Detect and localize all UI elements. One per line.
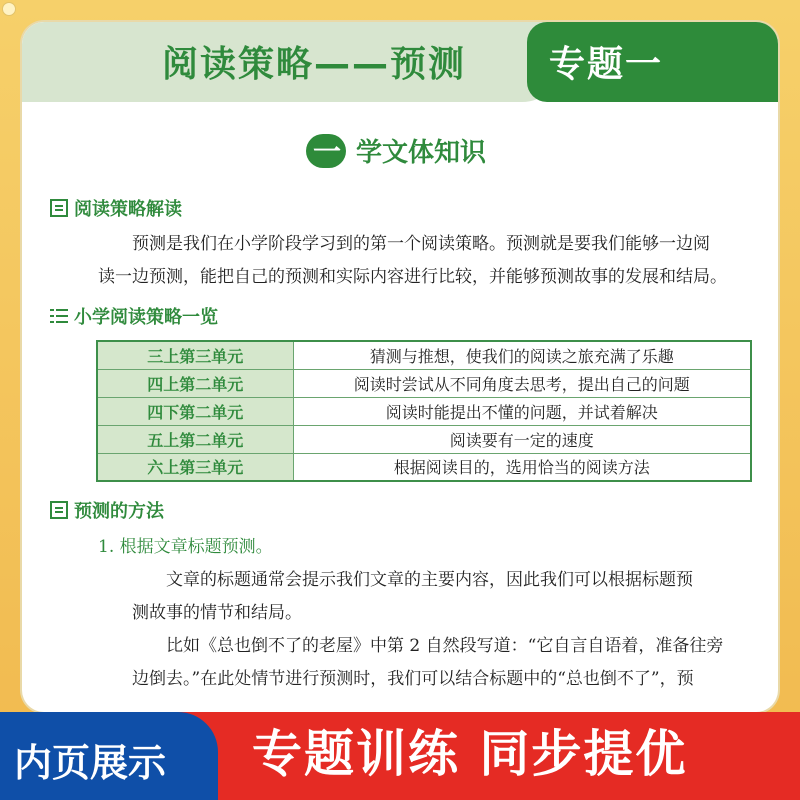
interpretation-heading <box>50 196 182 220</box>
table-row <box>97 397 751 425</box>
topic-tag-band <box>527 22 778 102</box>
inner-page-badge <box>0 712 218 800</box>
interpretation-paragraph <box>80 228 760 294</box>
badge-text: 内页展示 <box>14 741 167 785</box>
page-title: 阅读策略——预测 <box>162 44 467 85</box>
desc-cell: 阅读要有一定的速度 <box>293 425 751 453</box>
paragraph-line: 文章的标题通常会提示我们文章的主要内容，因此我们可以根据标题预 <box>166 570 693 590</box>
checklist-icon <box>50 501 68 519</box>
unit-cell: 五上第二单元 <box>97 425 293 453</box>
document-page <box>22 22 778 712</box>
document-icon <box>50 199 68 217</box>
section-number: 一 <box>313 135 342 168</box>
desc-cell: 阅读时尝试从不同角度去思考，提出自己的问题 <box>293 369 751 397</box>
overview-heading <box>50 304 218 328</box>
desc-cell: 阅读时能提出不懂的问题，并试着解决 <box>293 397 751 425</box>
table-row <box>97 425 751 453</box>
interpretation-heading-text: 阅读策略解读 <box>74 199 182 220</box>
unit-cell: 六上第三单元 <box>97 453 293 481</box>
methods-paragraph <box>80 564 760 696</box>
method-item-title: 1. 根据文章标题预测。 <box>98 537 273 557</box>
section-title: 学文体知识 <box>356 138 487 168</box>
unit-cell: 四下第二单元 <box>97 397 293 425</box>
header-title-band <box>22 22 562 102</box>
paragraph-line: 测故事的情节和结局。 <box>132 603 302 623</box>
methods-heading-text: 预测的方法 <box>74 501 164 522</box>
methods-heading <box>50 498 164 522</box>
table-row <box>97 341 751 369</box>
unit-cell: 四上第二单元 <box>97 369 293 397</box>
table-row <box>97 453 751 481</box>
paragraph-line: 边倒去。”在此处情节进行预测时，我们可以结合标题中的“总也倒不了”，预 <box>132 669 694 689</box>
strategy-table <box>96 340 752 482</box>
list-icon <box>50 307 68 325</box>
unit-cell: 三上第三单元 <box>97 341 293 369</box>
promo-slogan: 专题训练 同步提优 <box>252 725 688 783</box>
desc-cell: 猜测与推想，使我们的阅读之旅充满了乐趣 <box>293 341 751 369</box>
paragraph-line: 读一边预测，能把自己的预测和实际内容进行比较，并能够预测故事的发展和结局。 <box>98 267 727 287</box>
paragraph-line: 预测是我们在小学阶段学习到的第一个阅读策略。预测就是要我们能够一边阅 <box>132 234 710 254</box>
table-row <box>97 369 751 397</box>
overview-heading-text: 小学阅读策略一览 <box>74 307 218 328</box>
corner-logo-icon <box>2 2 16 16</box>
topic-tag: 专题一 <box>549 44 664 85</box>
desc-cell: 根据阅读目的，选用恰当的阅读方法 <box>293 453 751 481</box>
paragraph-line: 比如《总也倒不了的老屋》中第 2 自然段写道：“它自言自语着，准备往旁 <box>166 636 724 656</box>
